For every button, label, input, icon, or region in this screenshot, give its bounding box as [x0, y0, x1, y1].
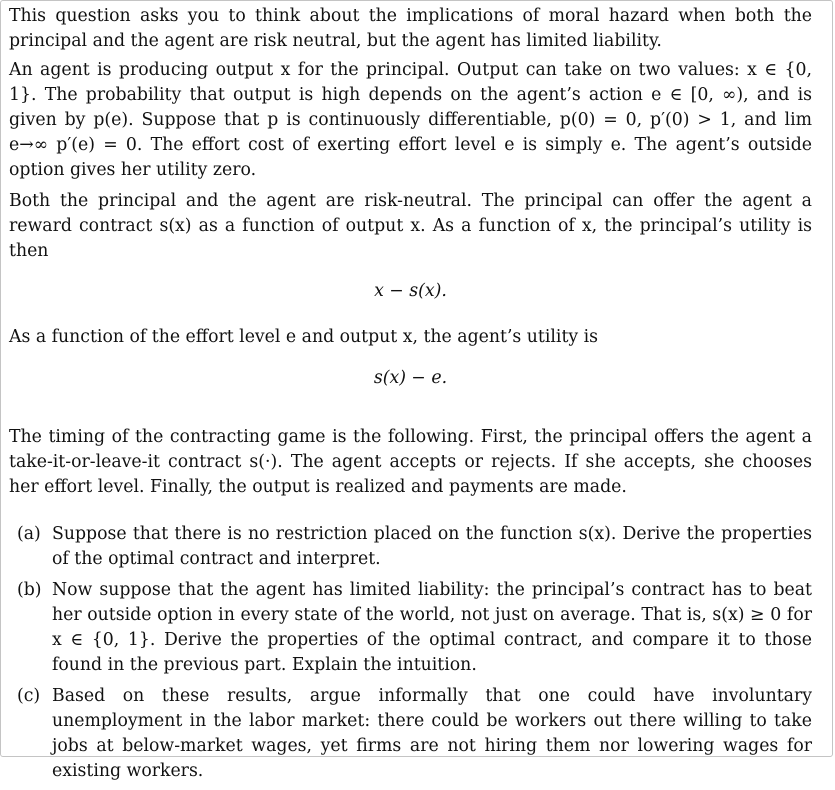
part-b-text: Now suppose that the agent has limited liability: the principal’s contract has to beat her outside option in every state of the world, not just on average. That is, s(x) ≥ 0 for x ∈ {0, 1}. Derive the properties of the optimal contract, and compare it to those found in the previous part. Explain the intuition.: [52, 580, 812, 675]
part-a: [17, 522, 812, 572]
part-a-text: Suppose that there is no restriction placed on the function s(x). Derive the properties of the optimal contract and interpret.: [52, 524, 812, 569]
question-content: [9, 4, 812, 790]
part-b: [17, 578, 812, 678]
part-c: [17, 684, 812, 784]
intro-paragraph: This question asks you to think about the implications of moral hazard when both the principal and the agent are risk neutral, but the agent has limited liability.: [9, 6, 812, 51]
timing-paragraph: The timing of the contracting game is the following. First, the principal offers the agent a take-it-or-leave-it contract s(·). The agent accepts or rejects. If she accepts, she chooses her effort level. Finally, the output is realized and payments are made.: [9, 427, 812, 497]
part-c-text: Based on these results, argue informally that one could have involuntary unemployment in the labor market: there could be workers out there willing to take jobs at below-market wages, yet firms are not hiring them nor lowering wages for existing workers.: [52, 686, 812, 781]
part-b-label: (b): [17, 580, 42, 600]
principal-utility-equation: x − s(x).: [374, 281, 447, 301]
part-a-label: (a): [17, 524, 41, 544]
agent-utility-equation: s(x) − e.: [373, 368, 448, 388]
part-c-label: (c): [17, 686, 41, 706]
agent-utility-intro: As a function of the effort level e and output x, the agent’s utility is: [9, 327, 599, 347]
setup-paragraph: An agent is producing output x for the principal. Output can take on two values: x ∈ {0, 1}. The probability that output is high depends on the agent’s action e ∈ [0, ∞), and is given by p(e). Suppose that p is continuously differentiable, p(0) = 0, p′(0) > 1, and lim e→∞ p′(e) = 0. The effort cost of exerting effort level e is simply e. The agent’s outside option gives her utility zero.: [9, 60, 812, 180]
risk-neutral-paragraph: Both the principal and the agent are risk-neutral. The principal can offer the agent a reward contract s(x) as a function of output x. As a function of x, the principal’s utility is then: [9, 191, 812, 261]
